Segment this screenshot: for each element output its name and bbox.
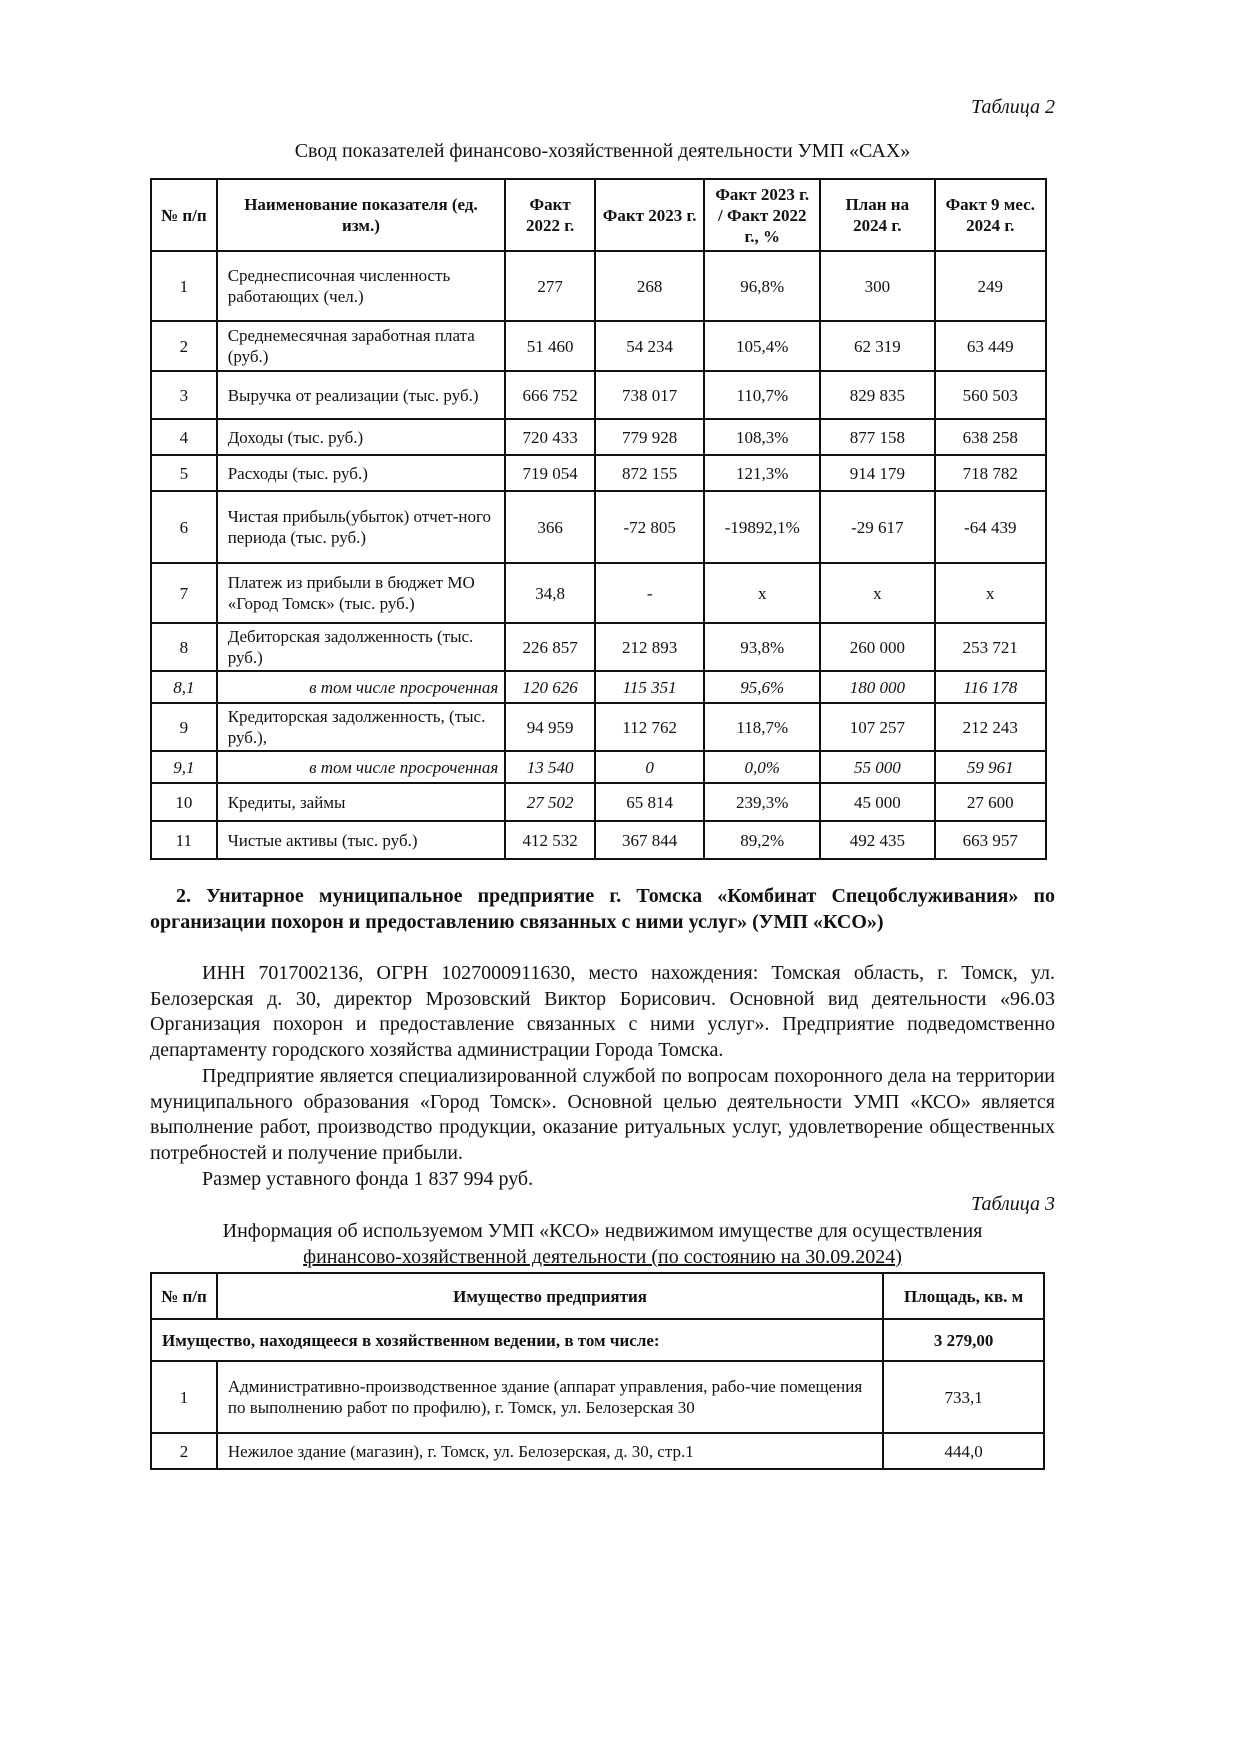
row-name: Расходы (тыс. руб.) [217, 455, 506, 491]
cell-plan-2024: 914 179 [820, 455, 934, 491]
paragraph-company-purpose: Предприятие является специализированной службой по вопросам похоронного дела на территории муниципального образования «Город Томск». Основной целью деятельности УМП «КСО» является выполнение работ, производство продукции, оказание ритуальных услуг, удовлетворение общественных потребностей и получение прибыли. [150, 1065, 1055, 1164]
col-header-property: Имущество предприятия [217, 1273, 883, 1319]
cell-fact-2023: 115 351 [595, 671, 704, 703]
cell-fact-9m-2024: 560 503 [935, 371, 1046, 419]
row-num: 6 [151, 491, 217, 563]
row-name: Среднесписочная численность работающих (чел.) [217, 251, 506, 321]
table3-caption: Таблица 3 [971, 1193, 1055, 1215]
cell-ratio: 95,6% [704, 671, 820, 703]
summary-area: 3 279,00 [883, 1319, 1044, 1361]
cell-plan-2024: 55 000 [820, 751, 934, 783]
col-header-plan-2024: План на 2024 г. [820, 179, 934, 251]
cell-ratio: 105,4% [704, 321, 820, 371]
table-row [151, 703, 1046, 751]
row-num: 8 [151, 623, 217, 671]
financial-indicators-table [150, 178, 1047, 860]
cell-fact-2022: 13 540 [505, 751, 595, 783]
cell-fact-9m-2024: x [935, 563, 1046, 623]
cell-plan-2024: 45 000 [820, 783, 934, 821]
table-row [151, 563, 1046, 623]
row-name: Платеж из прибыли в бюджет МО «Город Томск» (тыс. руб.) [217, 563, 506, 623]
cell-ratio: 93,8% [704, 623, 820, 671]
cell-fact-2022: 34,8 [505, 563, 595, 623]
table-row-subitem [151, 671, 1046, 703]
table-row [151, 419, 1046, 455]
cell-ratio: 121,3% [704, 455, 820, 491]
row-name: Кредиты, займы [217, 783, 506, 821]
section-heading: 2. Унитарное муниципальное предприятие г. Томска «Комбинат Спецобслуживания» по организации похорон и предоставлению связанных с ними услуг» (УМП «КСО») [150, 885, 1055, 933]
cell-fact-2022: 666 752 [505, 371, 595, 419]
cell-fact-2023: 268 [595, 251, 704, 321]
col-header-area: Площадь, кв. м [883, 1273, 1044, 1319]
col-header-name: Наименование показателя (ед. изм.) [217, 179, 506, 251]
cell-ratio: 108,3% [704, 419, 820, 455]
cell-fact-2022: 51 460 [505, 321, 595, 371]
row-name: в том числе просроченная [217, 671, 506, 703]
table-row [151, 491, 1046, 563]
cell-plan-2024: 829 835 [820, 371, 934, 419]
cell-plan-2024: x [820, 563, 934, 623]
table-row-subitem [151, 751, 1046, 783]
property-table [150, 1272, 1045, 1470]
table-row [151, 455, 1046, 491]
cell-plan-2024: 107 257 [820, 703, 934, 751]
cell-fact-2022: 226 857 [505, 623, 595, 671]
table2-title: Свод показателей финансово-хозяйственной деятельности УМП «САХ» [294, 140, 911, 162]
row-num: 9 [151, 703, 217, 751]
cell-plan-2024: 492 435 [820, 821, 934, 859]
row-property: Нежилое здание (магазин), г. Томск, ул. Белозерская, д. 30, стр.1 [217, 1433, 883, 1469]
cell-fact-9m-2024: 249 [935, 251, 1046, 321]
row-name: Кредиторская задолженность, (тыс. руб.), [217, 703, 506, 751]
cell-fact-9m-2024: 253 721 [935, 623, 1046, 671]
cell-plan-2024: -29 617 [820, 491, 934, 563]
cell-ratio: 96,8% [704, 251, 820, 321]
row-num: 2 [151, 1433, 217, 1469]
row-num: 4 [151, 419, 217, 455]
cell-fact-9m-2024: 212 243 [935, 703, 1046, 751]
table-row [151, 1361, 1044, 1433]
row-name: Дебиторская задолженность (тыс. руб.) [217, 623, 506, 671]
cell-fact-2022: 120 626 [505, 671, 595, 703]
col-header-fact-2022: Факт 2022 г. [505, 179, 595, 251]
col-header-ratio: Факт 2023 г. / Факт 2022 г., % [704, 179, 820, 251]
cell-ratio: 118,7% [704, 703, 820, 751]
cell-fact-2023: -72 805 [595, 491, 704, 563]
cell-ratio: 0,0% [704, 751, 820, 783]
cell-fact-2023: 779 928 [595, 419, 704, 455]
row-name: Доходы (тыс. руб.) [217, 419, 506, 455]
row-property: Административно-производственное здание (аппарат управления, рабо-чие помещения по выполнению работ по профилю), г. Томск, ул. Белозерская 30 [217, 1361, 883, 1433]
cell-fact-9m-2024: 116 178 [935, 671, 1046, 703]
cell-fact-9m-2024: 27 600 [935, 783, 1046, 821]
table3-title-line2: финансово-хозяйственной деятельности (по состоянию на 30.09.2024) [303, 1246, 902, 1268]
table-row [151, 821, 1046, 859]
paragraph-charter-capital: Размер уставного фонда 1 837 994 руб. [202, 1168, 534, 1190]
cell-plan-2024: 62 319 [820, 321, 934, 371]
cell-fact-2023: 65 814 [595, 783, 704, 821]
paragraph-company-details: ИНН 7017002136, ОГРН 1027000911630, место нахождения: Томская область, г. Томск, ул. Белозерская д. 30, директор Мрозовский Виктор Борисович. Основной вид деятельности «96.03 Организация похорон и предоставление связанных с ними услуг». Предприятие подведомственно департаменту городского хозяйства администрации Города Томска. [150, 962, 1055, 1061]
cell-fact-9m-2024: 663 957 [935, 821, 1046, 859]
cell-fact-9m-2024: 638 258 [935, 419, 1046, 455]
row-name: в том числе просроченная [217, 751, 506, 783]
cell-ratio: -19892,1% [704, 491, 820, 563]
cell-plan-2024: 180 000 [820, 671, 934, 703]
cell-fact-9m-2024: 718 782 [935, 455, 1046, 491]
cell-ratio: 110,7% [704, 371, 820, 419]
row-num: 7 [151, 563, 217, 623]
cell-fact-2022: 412 532 [505, 821, 595, 859]
table-header-row [151, 179, 1046, 251]
row-name: Среднемесячная заработная плата (руб.) [217, 321, 506, 371]
summary-row [151, 1319, 1044, 1361]
cell-plan-2024: 260 000 [820, 623, 934, 671]
row-name: Чистая прибыль(убыток) отчет-ного периода (тыс. руб.) [217, 491, 506, 563]
row-name: Чистые активы (тыс. руб.) [217, 821, 506, 859]
cell-ratio: 89,2% [704, 821, 820, 859]
col-header-fact-2023: Факт 2023 г. [595, 179, 704, 251]
cell-fact-2022: 27 502 [505, 783, 595, 821]
row-num: 5 [151, 455, 217, 491]
table-row [151, 1433, 1044, 1469]
cell-plan-2024: 300 [820, 251, 934, 321]
row-num: 10 [151, 783, 217, 821]
table-row [151, 783, 1046, 821]
row-num: 1 [151, 251, 217, 321]
row-num: 11 [151, 821, 217, 859]
cell-fact-9m-2024: 63 449 [935, 321, 1046, 371]
row-num: 1 [151, 1361, 217, 1433]
cell-ratio: 239,3% [704, 783, 820, 821]
cell-fact-2023: 212 893 [595, 623, 704, 671]
summary-label: Имущество, находящееся в хозяйственном ведении, в том числе: [151, 1319, 883, 1361]
cell-fact-2022: 94 959 [505, 703, 595, 751]
cell-fact-2023: 54 234 [595, 321, 704, 371]
cell-fact-2023: 872 155 [595, 455, 704, 491]
row-name: Выручка от реализации (тыс. руб.) [217, 371, 506, 419]
table-header-row [151, 1273, 1044, 1319]
table-row [151, 371, 1046, 419]
row-num: 2 [151, 321, 217, 371]
cell-fact-9m-2024: 59 961 [935, 751, 1046, 783]
cell-fact-2023: 367 844 [595, 821, 704, 859]
cell-fact-9m-2024: -64 439 [935, 491, 1046, 563]
row-num: 9,1 [151, 751, 217, 783]
table-row [151, 321, 1046, 371]
col-header-fact-9m-2024: Факт 9 мес. 2024 г. [935, 179, 1046, 251]
row-num: 3 [151, 371, 217, 419]
cell-fact-2023: - [595, 563, 704, 623]
row-area: 733,1 [883, 1361, 1044, 1433]
col-header-num: № п/п [151, 179, 217, 251]
cell-fact-2023: 0 [595, 751, 704, 783]
cell-plan-2024: 877 158 [820, 419, 934, 455]
cell-fact-2022: 719 054 [505, 455, 595, 491]
table-row [151, 623, 1046, 671]
row-num: 8,1 [151, 671, 217, 703]
table2-caption: Таблица 2 [971, 96, 1055, 118]
table3-title-line1: Информация об используемом УМП «КСО» недвижимом имуществе для осуществления [222, 1220, 983, 1242]
cell-ratio: x [704, 563, 820, 623]
cell-fact-2022: 366 [505, 491, 595, 563]
row-area: 444,0 [883, 1433, 1044, 1469]
cell-fact-2022: 277 [505, 251, 595, 321]
cell-fact-2023: 738 017 [595, 371, 704, 419]
cell-fact-2022: 720 433 [505, 419, 595, 455]
cell-fact-2023: 112 762 [595, 703, 704, 751]
table-row [151, 251, 1046, 321]
col-header-num: № п/п [151, 1273, 217, 1319]
